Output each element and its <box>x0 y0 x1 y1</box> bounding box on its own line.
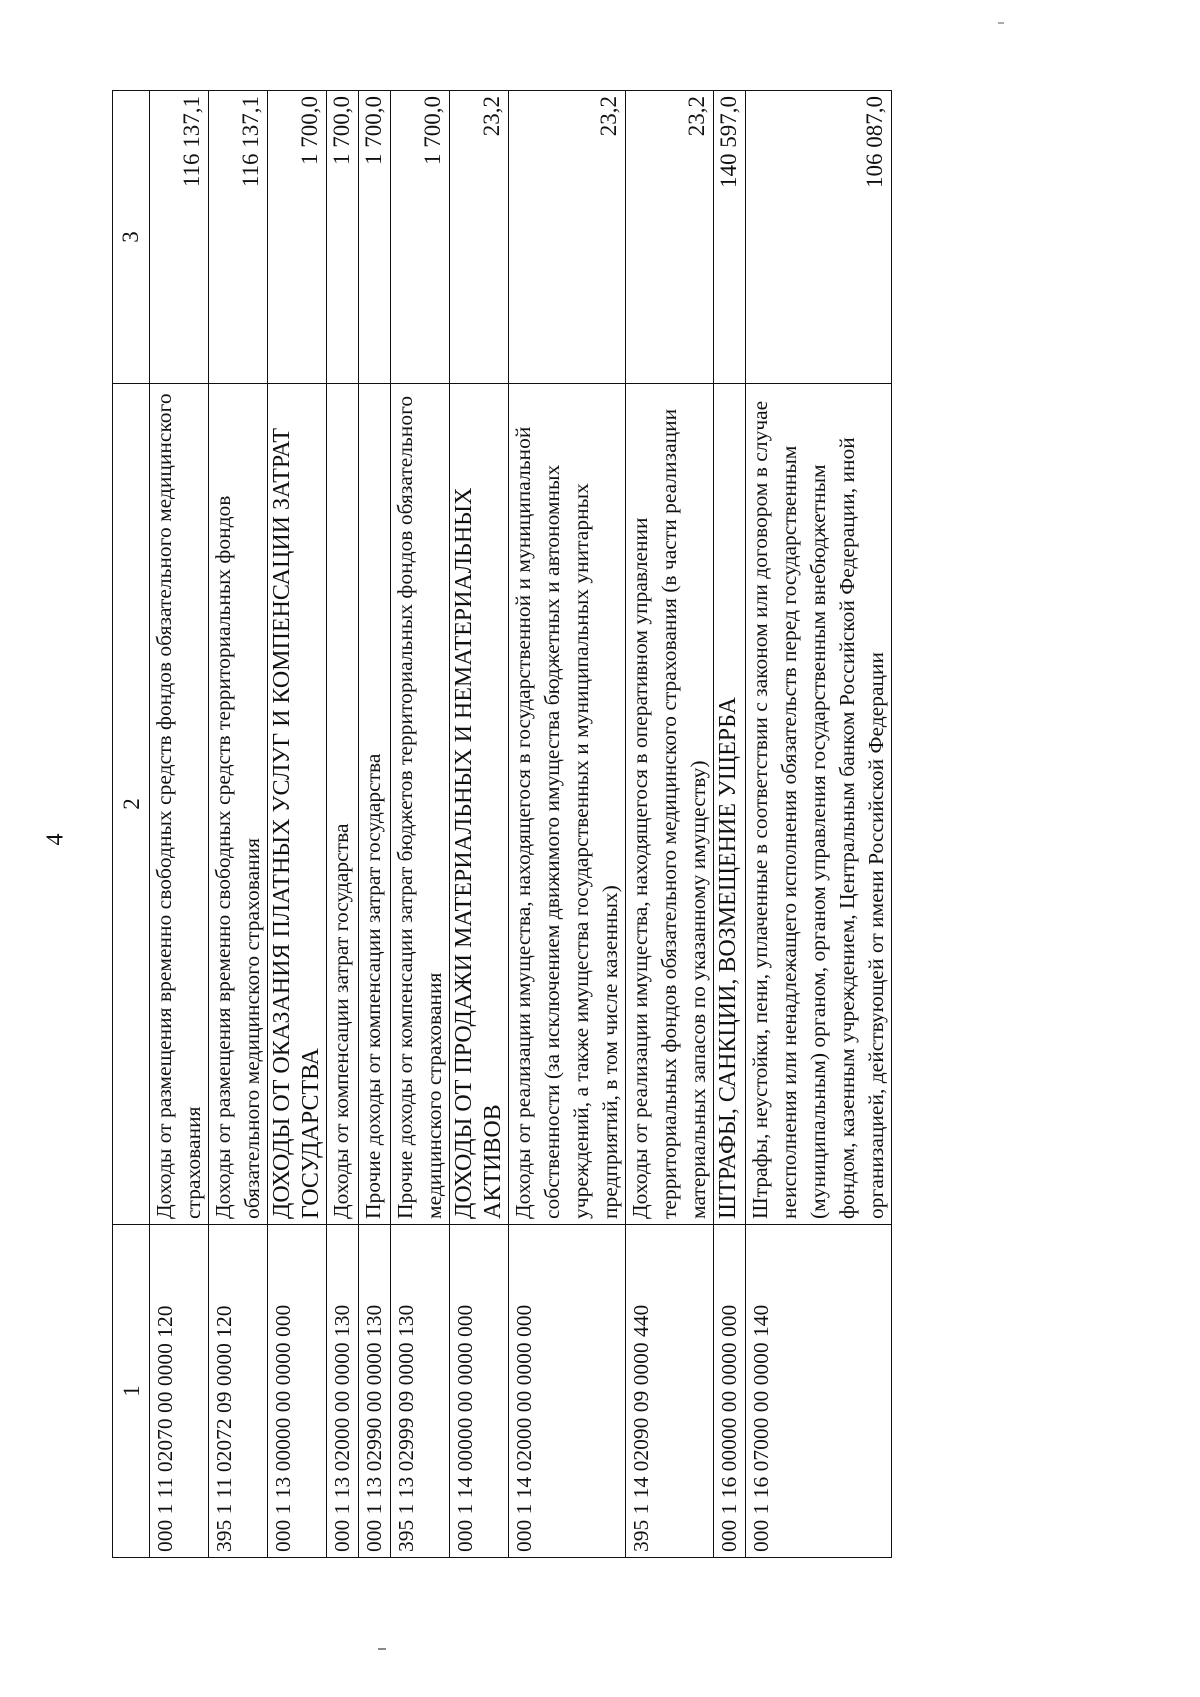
row-amount: 140 597,0 <box>714 91 746 384</box>
page-number: 4 <box>42 833 69 846</box>
row-name: Доходы от компенсации затрат государства <box>327 384 359 1225</box>
row-name: Прочие доходы от компенсации затрат бюджетов территориальных фондов обязательного медицинского страхования <box>391 384 450 1225</box>
table-row <box>746 91 892 1558</box>
rotated-table-wrapper <box>112 96 888 1558</box>
revenue-table <box>112 90 892 1558</box>
row-name: ДОХОДЫ ОТ ОКАЗАНИЯ ПЛАТНЫХ УСЛУГ И КОМПЕНСАЦИИ ЗАТРАТ ГОСУДАРСТВА <box>268 384 327 1225</box>
row-code: 000 1 14 00000 00 0000 000 <box>450 1225 509 1558</box>
row-amount: 1 700,0 <box>359 91 391 384</box>
scan-mark <box>378 1648 386 1650</box>
row-code: 000 1 13 02990 00 0000 130 <box>359 1225 391 1558</box>
row-name: Доходы от размещения временно свободных средств фондов обязательного медицинского страхования <box>150 384 209 1225</box>
row-code: 000 1 16 07000 00 0000 140 <box>746 1225 892 1558</box>
table-row <box>391 91 450 1558</box>
table-row <box>359 91 391 1558</box>
table-row <box>626 91 714 1558</box>
row-code: 395 1 11 02072 09 0000 120 <box>209 1225 268 1558</box>
header-col-3: 3 <box>113 91 150 384</box>
row-code: 395 1 13 02999 09 0000 130 <box>391 1225 450 1558</box>
table-row <box>327 91 359 1558</box>
row-amount: 23,2 <box>626 91 714 384</box>
row-amount: 106 087,0 <box>746 91 892 384</box>
row-amount: 1 700,0 <box>268 91 327 384</box>
row-amount: 23,2 <box>450 91 509 384</box>
header-col-1: 1 <box>113 1225 150 1558</box>
scan-speck <box>998 22 1004 24</box>
row-amount: 116 137,1 <box>150 91 209 384</box>
table-body <box>150 91 892 1558</box>
row-code: 000 1 13 00000 00 0000 000 <box>268 1225 327 1558</box>
table-row <box>714 91 746 1558</box>
table-row <box>450 91 509 1558</box>
row-amount: 23,2 <box>509 91 626 384</box>
table-row <box>509 91 626 1558</box>
row-name: Прочие доходы от компенсации затрат государства <box>359 384 391 1225</box>
row-name: ДОХОДЫ ОТ ПРОДАЖИ МАТЕРИАЛЬНЫХ И НЕМАТЕРИАЛЬНЫХ АКТИВОВ <box>450 384 509 1225</box>
row-code: 000 1 14 02000 00 0000 000 <box>509 1225 626 1558</box>
row-amount: 116 137,1 <box>209 91 268 384</box>
row-name: Штрафы, неустойки, пени, уплаченные в соответствии с законом или договором в случае неисполнения или ненадлежащего исполнения обязательств перед государственным (муниципальным) органом, органом управления государственным внебюджетным фондом, казенным учреждением, Центральным банком Российской Федерации, иной организацией, действующей от имени Российской Федерации <box>746 384 892 1225</box>
row-name: Доходы от реализации имущества, находящегося в оперативном управлении территориальных фондов обязательного медицинского страхования (в части реализации материальных запасов по указанному имуществу) <box>626 384 714 1225</box>
header-row <box>113 91 150 1558</box>
row-code: 000 1 16 00000 00 0000 000 <box>714 1225 746 1558</box>
table-row <box>150 91 209 1558</box>
header-col-2: 2 <box>113 384 150 1225</box>
row-name: Доходы от реализации имущества, находящегося в государственной и муниципальной собственности (за исключением движимого имущества бюджетных и автономных учреждений, а также имущества государственных и муниципальных унитарных предприятий, в том числе казенных) <box>509 384 626 1225</box>
row-code: 395 1 14 02090 09 0000 440 <box>626 1225 714 1558</box>
row-amount: 1 700,0 <box>391 91 450 384</box>
table-row <box>268 91 327 1558</box>
row-code: 000 1 11 02070 00 0000 120 <box>150 1225 209 1558</box>
row-name: ШТРАФЫ, САНКЦИИ, ВОЗМЕЩЕНИЕ УЩЕРБА <box>714 384 746 1225</box>
row-code: 000 1 13 02000 00 0000 130 <box>327 1225 359 1558</box>
table-row <box>209 91 268 1558</box>
row-name: Доходы от размещения временно свободных средств территориальных фондов обязательного медицинского страхования <box>209 384 268 1225</box>
row-amount: 1 700,0 <box>327 91 359 384</box>
